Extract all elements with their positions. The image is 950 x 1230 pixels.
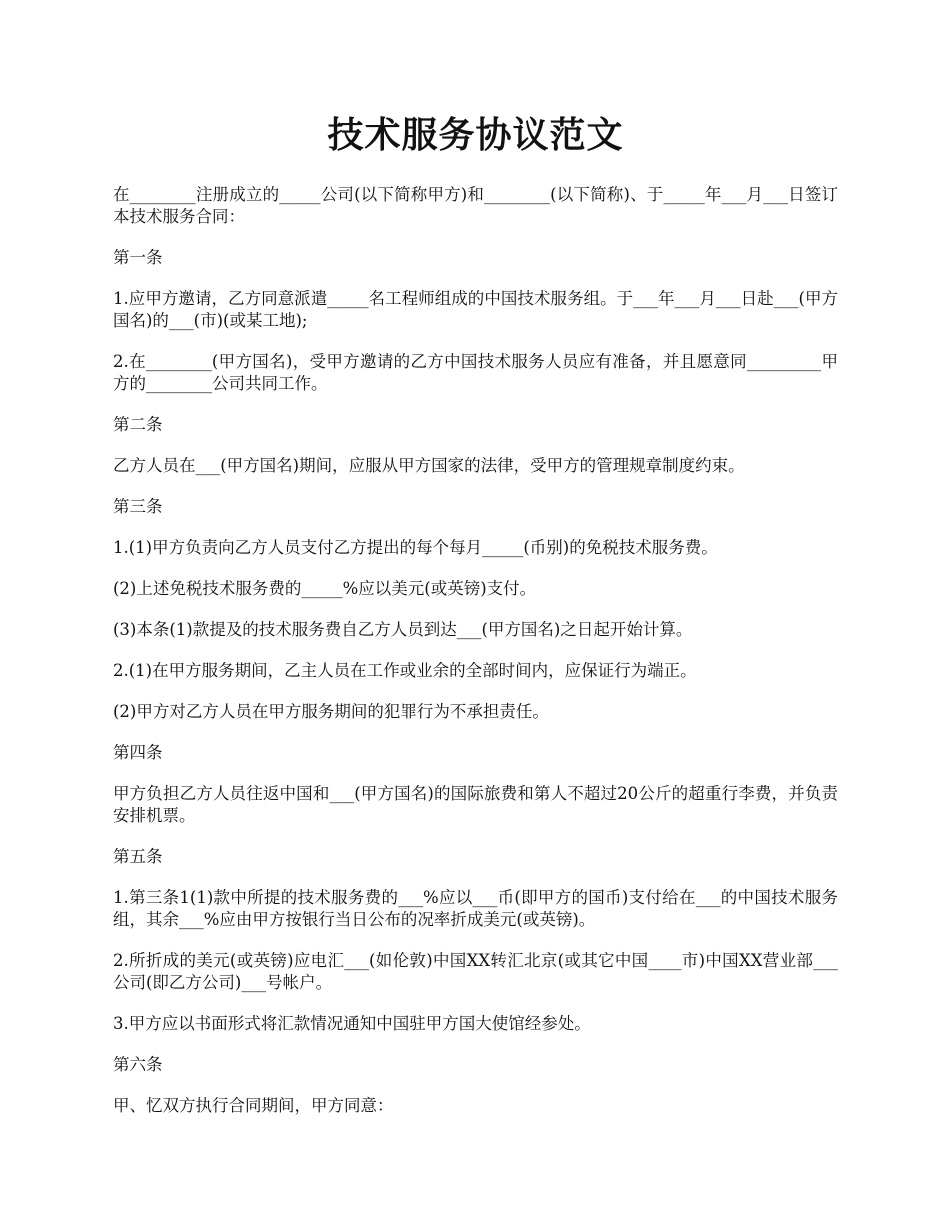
article-paragraph: (3)本条(1)款提及的技术服务费自乙方人员到达___(甲方国名)之日起开始计算。	[113, 620, 693, 639]
document-title: 技术服务协议范文	[327, 114, 624, 156]
article-paragraph: 2.在________(甲方国名)，受甲方邀请的乙方中国技术服务人员应有准备，并且愿意同_________甲方的________公司共同工作。	[113, 352, 838, 393]
article-paragraph: 甲方负担乙方人员往返中国和___(甲方国名)的国际旅费和第人不超过20公斤的超重行李费，并负责安排机票。	[113, 784, 838, 825]
article-heading: 第三条	[113, 497, 163, 516]
article-paragraph: 2.(1)在甲方服务期间，乙主人员在工作或业余的全部时间内，应保证行为端正。	[113, 661, 697, 680]
article-paragraph: 甲、忆双方执行合同期间，甲方同意：	[113, 1096, 394, 1115]
article-paragraph: 1.应甲方邀请，乙方同意派遣_____名工程师组成的中国技术服务组。于___年___月___日赴___(甲方国名)的___(市)(或某工地);	[113, 289, 838, 330]
article-paragraph: 1.第三条1(1)款中所提的技术服务费的___%应以___币(即甲方的国币)支付给在___的中国技术服务组，其余___%应由甲方按银行当日公布的况率折成美元(或英镑)。	[113, 888, 838, 929]
article-paragraph: 2.所折成的美元(或英镑)应电汇___(如伦敦)中国XX转汇北京(或其它中国____市)中国XX营业部___公司(即乙方公司)___号帐户。	[113, 951, 838, 992]
article-heading: 第一条	[113, 248, 163, 267]
article-paragraph: 乙方人员在___(甲方国名)期间，应服从甲方国家的法律，受甲方的管理规章制度约束。	[113, 456, 745, 475]
article-heading: 第六条	[113, 1055, 163, 1074]
article-paragraph: (2)甲方对乙方人员在甲方服务期间的犯罪行为不承担责任。	[113, 702, 549, 721]
article-heading: 第二条	[113, 415, 163, 434]
article-heading: 第五条	[113, 847, 163, 866]
intro-paragraph: 在________注册成立的_____公司(以下简称甲方)和________(以下简称)、于_____年___月___日签订本技术服务合同：	[113, 185, 838, 226]
article-paragraph: (2)上述免税技术服务费的_____%应以美元(或英镑)支付。	[113, 579, 537, 598]
article-heading: 第四条	[113, 743, 163, 762]
article-paragraph: 1.(1)甲方负责向乙方人员支付乙方提出的每个每月_____(币别)的免税技术服务费。	[113, 538, 718, 557]
article-paragraph: 3.甲方应以书面形式将汇款情况通知中国驻甲方国大使馆经参处。	[113, 1014, 591, 1033]
